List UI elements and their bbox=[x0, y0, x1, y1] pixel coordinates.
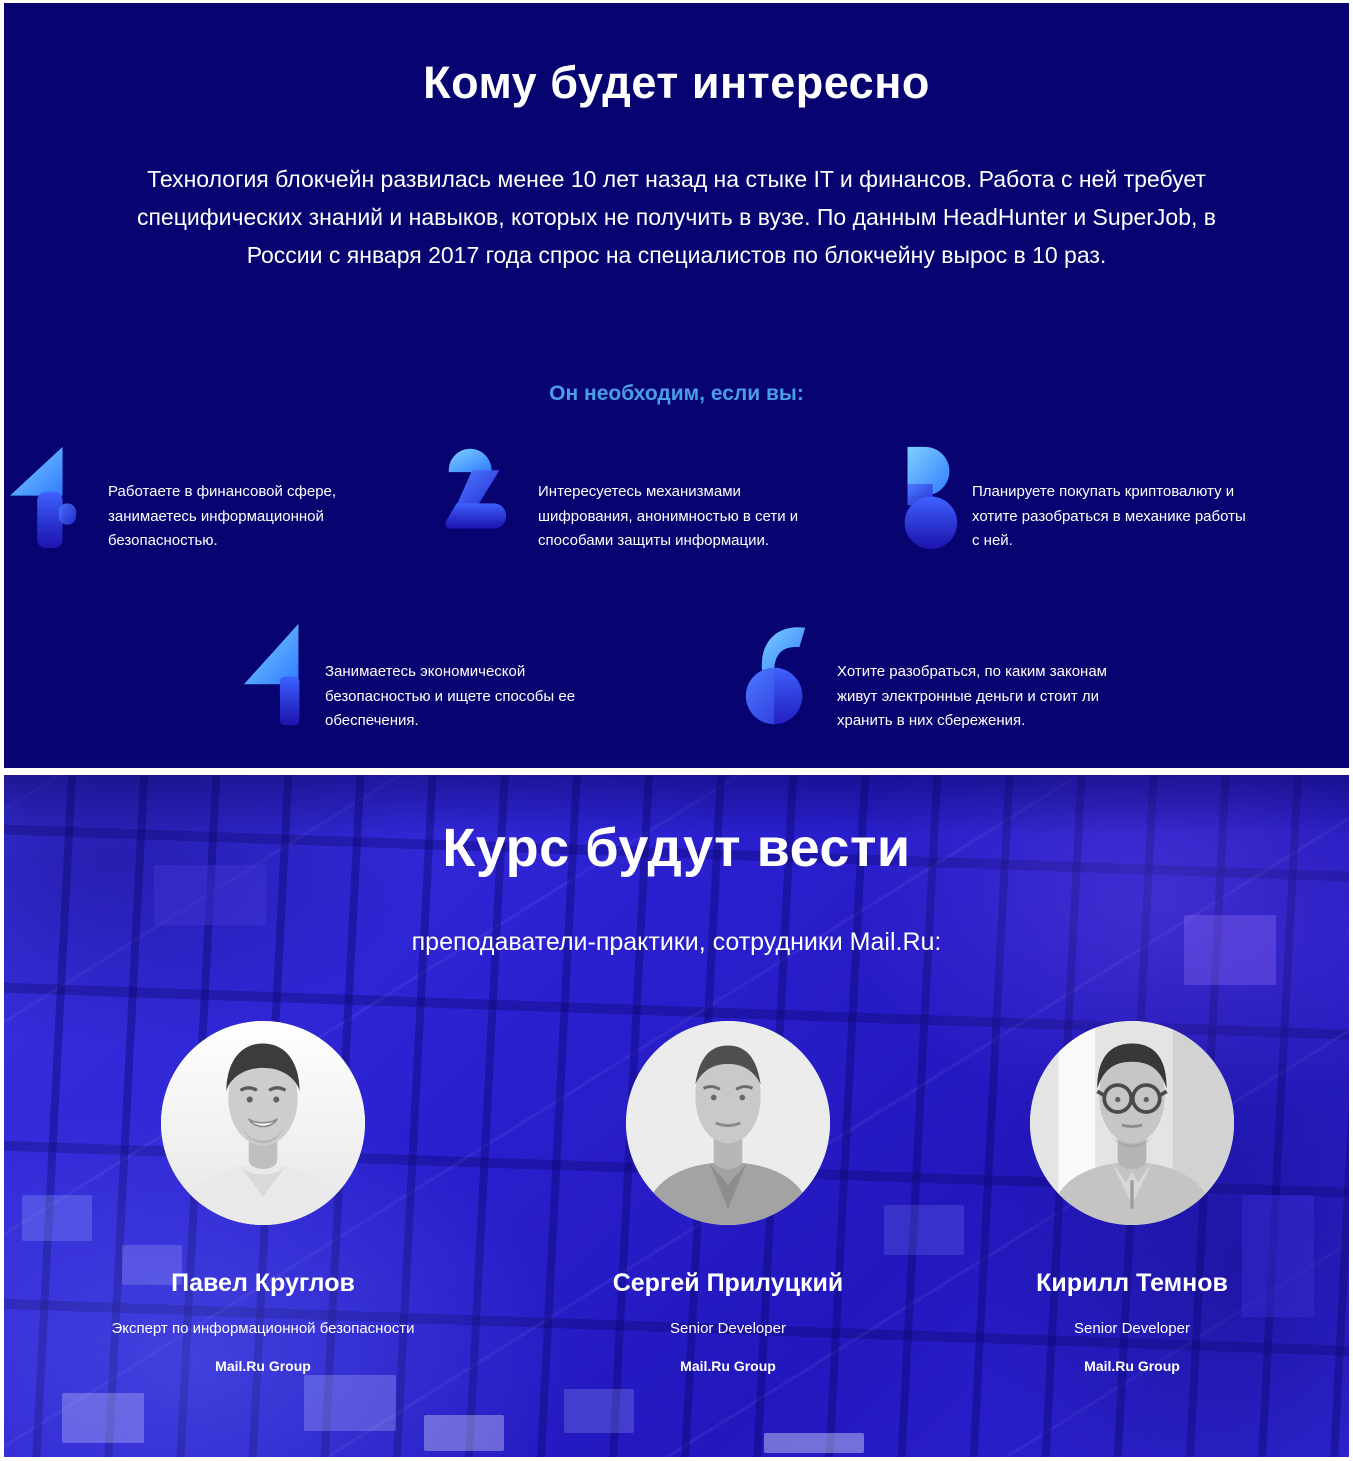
numeral-4-icon bbox=[238, 620, 316, 732]
building-photo-detail bbox=[62, 1393, 144, 1443]
instructor-name: Кирилл Темнов bbox=[1036, 1269, 1228, 1297]
team-subtitle: преподаватели-практики, сотрудники Mail.Ru: bbox=[411, 928, 942, 956]
reason-text: Работаете в финансовой сфере, занимаетесь информационной безопасностью. bbox=[108, 483, 337, 549]
instructor-role: Senior Developer bbox=[670, 1320, 786, 1337]
instructor-role: Senior Developer bbox=[1074, 1320, 1190, 1337]
building-photo-detail bbox=[304, 1375, 396, 1431]
instructor-name: Сергей Прилуцкий bbox=[612, 1269, 844, 1297]
building-photo-detail bbox=[884, 1205, 964, 1255]
section-who-interested bbox=[4, 3, 1349, 768]
section-description: Технология блокчейн развилась менее 10 лет назад на стыке IT и финансов. Работа с ней требует специфических знаний и навыков, которых не получить в вузе. По данным HeadHunter и SuperJob, в России с января 2017 года спрос на специалистов по блокчейну вырос в 10 раз. bbox=[136, 166, 1217, 268]
numeral-5-icon bbox=[737, 620, 815, 732]
section-instructors bbox=[4, 775, 1349, 1457]
reason-text: Хотите разобраться, по каким законам живут электронные деньги и стоит ли хранить в них сбережения. bbox=[837, 663, 1107, 729]
section-title: Кому будет интересно bbox=[423, 57, 930, 109]
building-photo-detail bbox=[22, 1195, 92, 1241]
instructor-card bbox=[568, 1021, 888, 1374]
reason-text: Интересуетесь механизмами шифрования, анонимностью в сети и способами защиты информации. bbox=[538, 483, 799, 549]
avatar bbox=[626, 1021, 830, 1225]
instructor-company: Mail.Ru Group bbox=[1084, 1358, 1180, 1374]
avatar bbox=[1030, 1021, 1234, 1225]
reasons-heading: Он необходим, если вы: bbox=[549, 382, 804, 406]
instructor-role: Эксперт по информационной безопасности bbox=[111, 1320, 415, 1337]
numeral-2-icon bbox=[437, 441, 515, 553]
numeral-1-icon bbox=[6, 443, 84, 555]
instructor-card bbox=[972, 1021, 1292, 1374]
bw-portrait-man-smiling-icon bbox=[161, 1021, 365, 1225]
reason-text: Планируете покупать криптовалюту и хотите разобраться в механике работы с ней. bbox=[972, 483, 1246, 549]
instructor-company: Mail.Ru Group bbox=[215, 1358, 311, 1374]
building-photo-detail bbox=[564, 1389, 634, 1433]
instructor-name: Павел Круглов bbox=[171, 1269, 355, 1297]
numeral-3-icon bbox=[888, 441, 966, 553]
building-photo-detail bbox=[424, 1415, 504, 1451]
bw-portrait-man-icon bbox=[626, 1021, 830, 1225]
bw-portrait-man-glasses-icon bbox=[1030, 1021, 1234, 1225]
building-photo-detail bbox=[764, 1433, 864, 1453]
instructor-card bbox=[103, 1021, 423, 1374]
team-title: Курс будут вести bbox=[442, 818, 911, 879]
avatar bbox=[161, 1021, 365, 1225]
instructor-company: Mail.Ru Group bbox=[680, 1358, 776, 1374]
reason-text: Занимаетесь экономической безопасностью и ищете способы ее обеспечения. bbox=[325, 663, 576, 729]
